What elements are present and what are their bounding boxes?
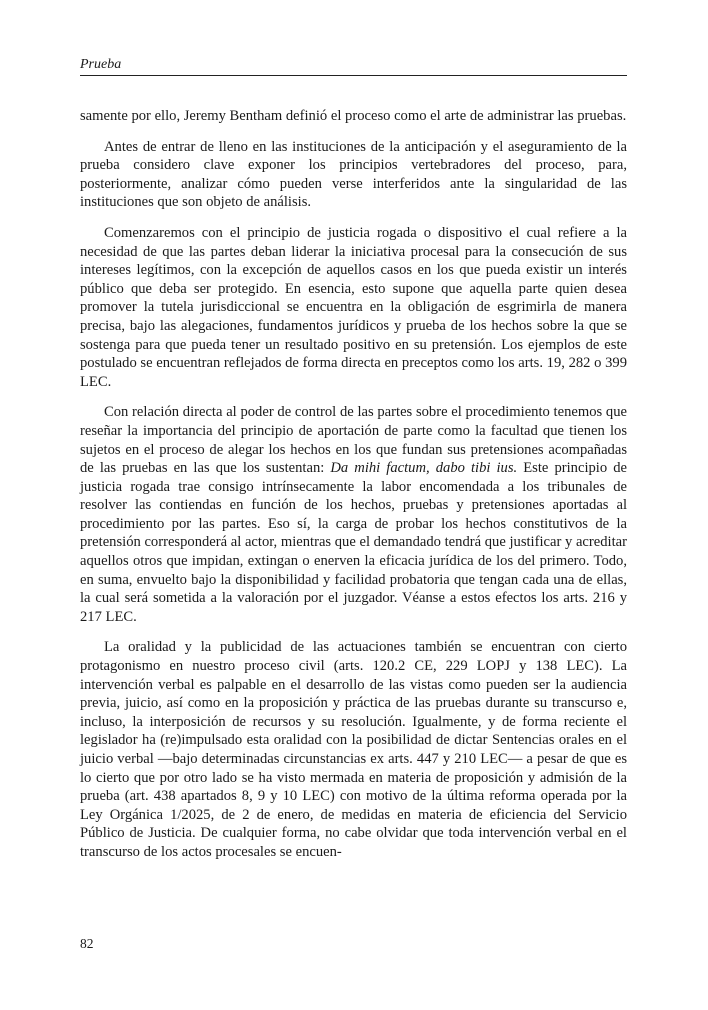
aportacion-text-a: Con relación directa al poder de control de las partes sobre el procedimiento tenemos que reseñar la importancia del principio de aportación de parte como la facultad que tienen los sujetos en el proceso de alegar los hechos en los que fundan sus pretensiones acompañadas de las pruebas en las que los sustentan:: [80, 404, 627, 477]
latin-maxim: Da mihi factum, dabo tibi ius.: [330, 460, 518, 477]
running-title: Prueba: [80, 57, 122, 72]
body-text: [80, 107, 627, 874]
running-header: [80, 55, 627, 76]
paragraph-principles-intro: Antes de entrar de lleno en las instituciones de la anticipación y el aseguramiento de la prueba considero clave exponer los principios vertebradores del proceso, para, posteriormente, analizar cómo pueden verse interferidos ante la singularidad de las instituciones que son objeto de análisis.: [80, 138, 627, 211]
paragraph-continuation: samente por ello, Jeremy Bentham definió el proceso como el arte de administrar las pruebas.: [80, 108, 627, 124]
page-number: 82: [80, 936, 94, 951]
paragraph-justicia-rogada: Comenzaremos con el principio de justicia rogada o dispositivo el cual refiere a la necesidad de que las partes deban liderar la iniciativa procesal para la consecución de sus intereses legítimos, con la excepción de aquellos casos en los que pueda existir un interés público que deba ser protegido. En esencia, esto supone que aquella parte quien desea promover la tutela jurisdiccional se encuentra en la obligación de esgrimirla de manera precisa, bajo las alegaciones, fundamentos jurídicos y prueba de los hechos sobre la que se sostenga para que pueda tener un resultado positivo en su pretensión. Los ejemplos de este postulado se encuentran reflejados de forma directa en preceptos como los arts. 19, 282 o 399 LEC.: [80, 224, 627, 390]
paragraph-oralidad: La oralidad y la publicidad de las actuaciones también se encuentran con cierto protagonismo en nuestro proceso civil (arts. 120.2 CE, 229 LOPJ y 138 LEC). La intervención verbal es palpable en el desarrollo de las vistas como pueden ser la audiencia previa, juicio, así como en la proposición y práctica de las pruebas durante su transcurso e, incluso, la interposición de recursos y su resolución. Igualmente, y de forma reciente el legislador ha (re)impulsado esta oralidad con la posibilidad de dictar Sentencias orales en el juicio verbal —bajo determinadas circunstancias ex arts. 447 y 210 LEC— a pesar de que es lo cierto que por otro lado se ha visto mermada en materia de proposición y admisión de la prueba (art. 438 apartados 8, 9 y 10 LEC) con motivo de la última reforma operada por la Ley Orgánica 1/2025, de 2 de enero, de medidas en materia de eficiencia del Servicio Público de Justicia. De cualquier forma, no cabe olvidar que toda intervención verbal en el transcurso de los actos procesales se encuen-: [80, 639, 627, 860]
paragraph-aportacion-de-parte: [80, 403, 627, 626]
aportacion-text-b: Este principio de justicia rogada trae consigo intrínsecamente la labor encomendada a los tribunales de resolver las contiendas en función de los hechos, pruebas y pretensiones aportadas al procedimiento por las partes. Eso sí, la carga de probar los hechos constitutivos de la pretensión corresponderá al actor, mientras que el demandado tendrá que justificar y acreditar aquellos otros que impidan, extingan o enerven la eficacia jurídica de los del primero. Todo, en suma, envuelto bajo la disponibilidad y facilidad probatoria que tengan cada una de ellas, la cual será sometida a la valoración por el juzgador. Véanse a estos efectos los arts. 216 y 217 LEC.: [80, 460, 627, 625]
